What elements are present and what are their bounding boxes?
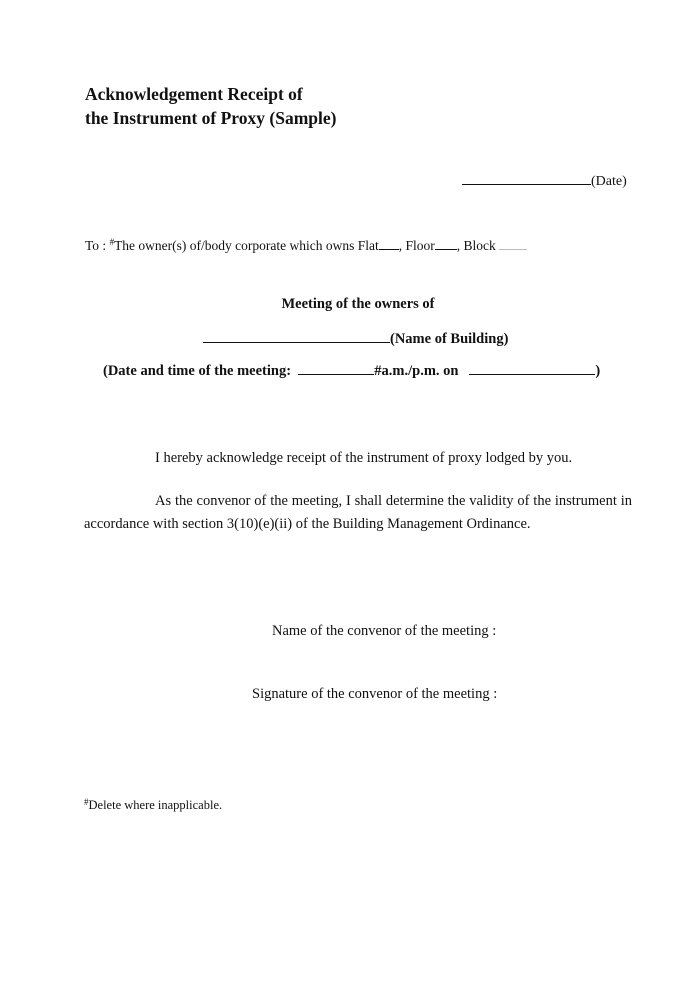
document-title-line1: Acknowledgement Receipt of — [85, 84, 303, 104]
to-prefix: To : — [85, 238, 110, 253]
building-label: (Name of Building) — [390, 331, 509, 347]
meeting-date-blank — [469, 360, 595, 375]
document-title-line2: the Instrument of Proxy (Sample) — [85, 108, 337, 128]
datetime-prefix: (Date and time of the meeting: — [103, 363, 292, 379]
meeting-heading: Meeting of the owners of — [281, 296, 435, 312]
validity-paragraph: As the convenor of the meeting, I shall determine the validity of the instrument in accordance with section 3(10)(e)(ii) of the Building Management Ordinance. — [84, 493, 632, 532]
datetime-close: ) — [595, 363, 601, 379]
date-blank — [462, 170, 591, 185]
floor-label: , Floor — [398, 238, 435, 253]
block-label: , Block — [456, 238, 496, 253]
meeting-time-blank — [298, 360, 374, 375]
ampm-label: #a.m./p.m. on — [374, 363, 459, 379]
floor-blank — [435, 235, 457, 250]
date-field — [462, 170, 627, 190]
acknowledgement-paragraph: I hereby acknowledge receipt of the instrument of proxy lodged by you. — [155, 450, 573, 466]
to-footnote-mark: # — [109, 237, 115, 247]
convenor-signature-label: Signature of the convenor of the meeting : — [252, 686, 498, 702]
building-line — [203, 328, 508, 348]
convenor-name-label: Name of the convenor of the meeting : — [272, 623, 497, 639]
addressee-line — [85, 235, 527, 254]
to-text: The owner(s) of/body corporate which owns Flat — [114, 238, 379, 253]
date-label: (Date) — [591, 174, 627, 189]
footnote — [84, 797, 222, 813]
footnote-text: Delete where inapplicable. — [88, 798, 223, 812]
flat-blank — [379, 235, 399, 250]
footnote-mark: # — [84, 797, 89, 807]
block-blank — [499, 235, 527, 250]
building-name-blank — [203, 328, 390, 343]
meeting-datetime-line — [103, 360, 600, 380]
